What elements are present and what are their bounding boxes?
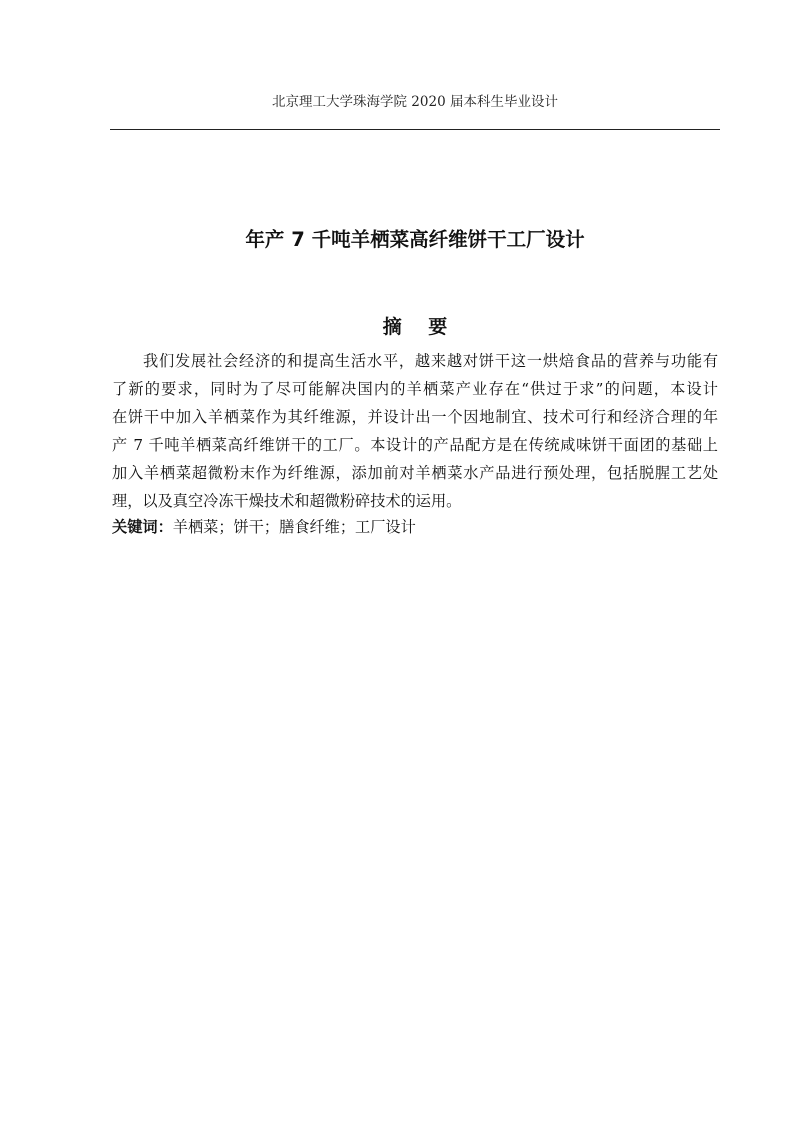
abstract-line: 我们发展社会经济的和提高生活水平，越来越对饼干这一烘焙食品的营养与功能有	[143, 352, 718, 370]
abstract-line: 加入羊栖菜超微粉末作为纤维源，添加前对羊栖菜水产品进行预处理，包括脱腥工艺处	[112, 464, 718, 482]
keywords-value: 羊栖菜；饼干；膳食纤维；工厂设计	[172, 518, 416, 536]
abstract-body	[112, 347, 718, 515]
keywords-label: 关键词：	[112, 518, 173, 536]
header-divider	[110, 129, 720, 130]
abstract-line: 产 7 千吨羊栖菜高纤维饼干的工厂。本设计的产品配方是在传统咸味饼干面团的基础上	[112, 436, 718, 454]
document-title: 年产 7 千吨羊栖菜高纤维饼干工厂设计	[245, 228, 585, 251]
abstract-line: 理，以及真空冷冻干燥技术和超微粉碎技术的运用。	[112, 492, 462, 510]
running-header: 北京理工大学珠海学院 2020 届本科生毕业设计	[272, 94, 558, 110]
abstract-line: 在饼干中加入羊栖菜作为其纤维源，并设计出一个因地制宜、技术可行和经济合理的年	[112, 408, 718, 426]
abstract-line: 了新的要求，同时为了尽可能解决国内的羊栖菜产业存在“供过于求”的问题，本设计	[112, 380, 718, 398]
abstract-heading: 摘要	[382, 316, 474, 338]
keywords-line	[112, 515, 416, 539]
